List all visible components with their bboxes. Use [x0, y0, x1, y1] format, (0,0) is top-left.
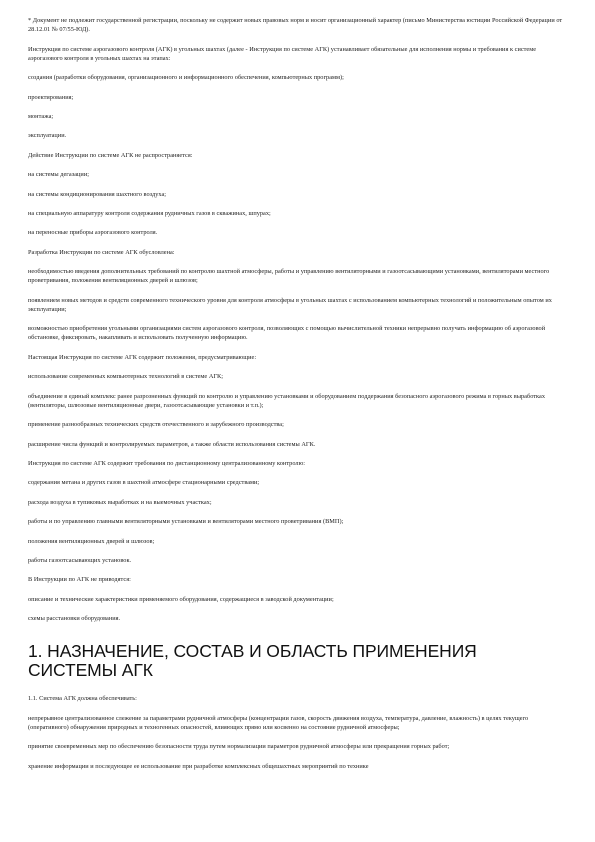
- stage-item: проектирования;: [28, 93, 74, 101]
- stage-item: создания (разработки оборудования, организационного и информационного обеспечения, компьютерных программ);: [28, 74, 344, 82]
- clause-heading: 1.1. Система АГК должна обеспечивать:: [28, 695, 137, 703]
- contains-item: расширение числа функций и контролируемых параметров, а также области использования системы АГК.: [28, 440, 316, 448]
- contains-item: использование современных компьютерных технологий в системе АГК;: [28, 373, 224, 381]
- not-apply-item: на системы кондиционирования шахтного воздуха;: [28, 190, 167, 198]
- intro-paragraph: Инструкция по системе аэрогазового контроля (АГК) в угольных шахтах (далее - Инструкция по системе АГК) устанавливает обязательные для исполнения нормы и требования к системе аэрогазового контроля в угольных шахтах на этапах:: [28, 45, 537, 62]
- not-apply-heading: Действие Инструкции по системе АГК не распространяется:: [28, 151, 193, 159]
- section-heading: 1. НАЗНАЧЕНИЕ, СОСТАВ И ОБЛАСТЬ ПРИМЕНЕНИЯ СИСТЕМЫ АГК: [28, 641, 477, 681]
- clause-item: хранение информации и последующее ее использование при разработке комплексных общешахтных мероприятий по технике: [28, 762, 369, 770]
- document-note: * Документ не подлежит государственной регистрации, поскольку не содержит новых правовых норм и носит организационный характер (письмо Министерства юстиции Российской Федерации от 28.12.01 № 07/55-ЮД).: [28, 17, 563, 34]
- clause-item: принятие своевременных мер по обеспечению безопасности труда путем нормализации параметров рудничной атмосферы или прекращения горных работ;: [28, 743, 450, 751]
- development-reason: появлением новых методов и средств современного технического уровня для контроля атмосферы в угольных шахтах с использованием компьютерных технологий и положительным опытом их эксплуатации;: [28, 296, 552, 313]
- stage-item: монтажа;: [28, 112, 54, 120]
- development-reason: необходимостью введения дополнительных требований по контролю шахтной атмосферы, работы и управлению вентиляторными и газоотсасывающими установками, вентиляторами местного проветривания, положения вентиляционных дверей и шлюзов;: [28, 268, 550, 285]
- requirement-item: работы газоотсасывающих установок.: [28, 556, 132, 564]
- not-apply-item: на системы дегазации;: [28, 171, 89, 179]
- requirement-item: содержания метана и других газов в шахтной атмосфере стационарными средствами;: [28, 479, 260, 487]
- contains-heading: Настоящая Инструкция по системе АГК содержит положения, предусматривающие:: [28, 353, 257, 361]
- not-apply-item: на переносные приборы аэрогазового контроля.: [28, 229, 158, 237]
- development-heading: Разработка Инструкции по системе АГК обусловлена:: [28, 248, 175, 256]
- contains-item: применение разнообразных технических средств отечественного и зарубежного производства;: [28, 421, 284, 429]
- excluded-item: описание и технические характеристики применяемого оборудования, содержащиеся в заводской документации;: [28, 595, 334, 603]
- stage-item: эксплуатации.: [28, 132, 67, 140]
- requirement-item: работы и по управлению главными вентиляторными установками и вентиляторами местного проветривания (ВМП);: [28, 518, 344, 526]
- clause-item: непрерывное централизованное слежение за параметрами рудничной атмосферы (концентрации газов, скорость движения воздуха, температура, давление, влажность) в целях текущего (оперативного) обнаружения природных и техногенных опасностей, влияющих прямо или косвенно на состояние рудничной атмосферы;: [28, 714, 529, 731]
- excluded-item: схемы расстановки оборудования.: [28, 615, 121, 623]
- requirement-item: положения вентиляционных дверей и шлюзов;: [28, 537, 155, 545]
- requirements-heading: Инструкция по системе АГК содержит требования по дистанционному централизованному контролю:: [28, 460, 306, 468]
- excluded-heading: В Инструкции по АГК не приводятся:: [28, 576, 131, 584]
- not-apply-item: на специальную аппаратуру контроля содержания рудничных газов в скважинах, шпурах;: [28, 209, 271, 217]
- development-reason: возможностью приобретения угольными организациями систем аэрогазового контроля, позволяющих с помощью вычислительной техники непрерывно получать информацию об аэрогазовой обстановке, фиксировать, накапливать и использовать полученную информацию.: [28, 325, 546, 342]
- contains-item: объединение в единый комплекс ранее разрозненных функций по контролю и управлению установками и оборудованием поддержания безопасного аэрогазового режима в горных выработках (вентиляторы, шлюзовые вентиляционные двери, газоотсасывающие установки и т.п.);: [28, 392, 546, 409]
- requirement-item: расхода воздуха в тупиковых выработках и на выемочных участках;: [28, 498, 212, 506]
